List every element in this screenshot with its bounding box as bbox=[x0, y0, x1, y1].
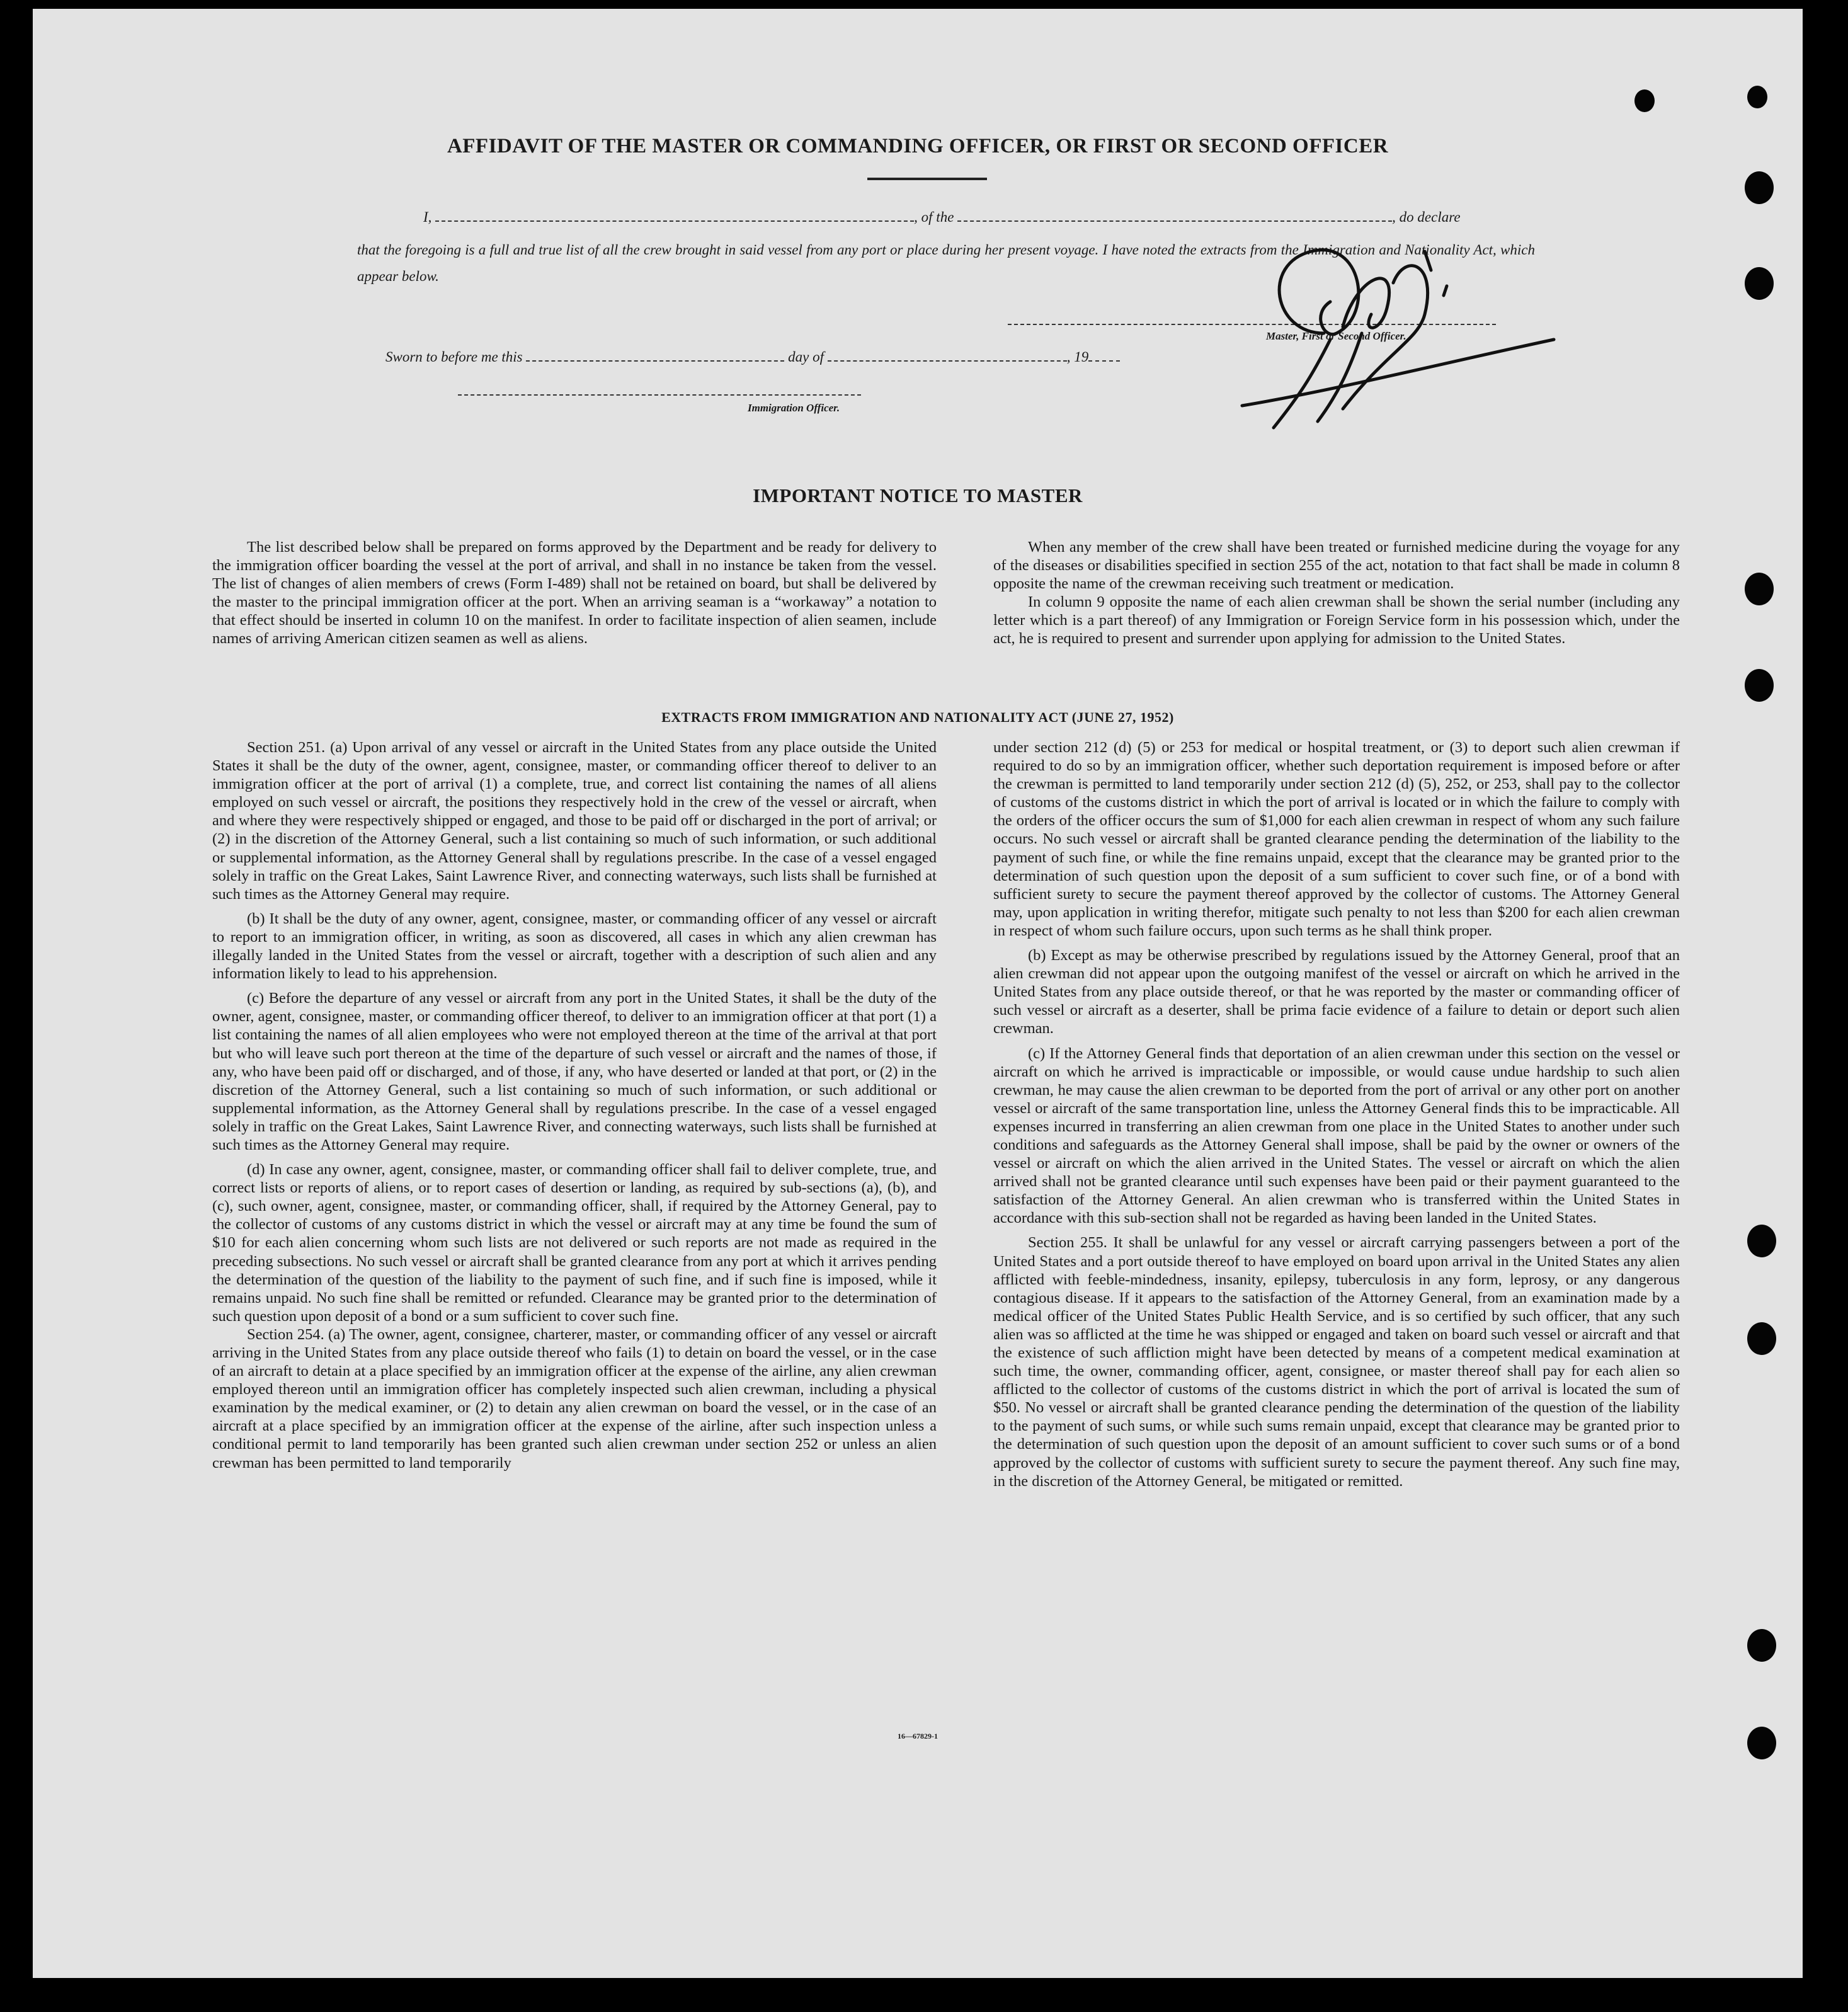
binder-hole bbox=[1747, 1629, 1776, 1662]
section-254a: Section 254. (a) The owner, agent, consignee, charterer, master, or commanding officer of any vessel or aircraft arriving in the United States from any place outside thereof who fails (1) to detain on board the vessel, or in the case of an aircraft to detain at a place specified by an immigration officer at the expense of the airline, any alien crewman employed thereon until an immigration officer has completely inspected such alien crewman, including a physical examination by the medical examiner, or (2) to detain any alien crewman on board the vessel, or in the case of an aircraft at a place specified by an immigration officer at the expense of the airline, after such inspection unless a conditional permit to land temporarily has been granted such alien crewman under section 252 or unless an alien crewman has been permitted to land temporarily bbox=[212, 1325, 937, 1472]
binder-hole bbox=[1634, 89, 1655, 112]
section-251c: (c) Before the departure of any vessel or aircraft from any port in the United States, it shall be the duty of the owner, agent, consignee, master, or commanding officer thereof, to deliver to an immigration officer at that port (1) a list containing the names of all alien employees who were not employed thereon at the time of the arrival at that port but who will leave such port thereon at the time of the departure of such vessel or aircraft and the names of those, if any, who have been paid off or discharged, and of those, if any, who have deserted or landed at that port, or (2) in the discretion of the Attorney General, such a list containing so much of such information, or such additional or supplemental information, as the Attorney General shall by regulations prescribe. In the case of a vessel engaged solely in traffic on the Great Lakes, Saint Lawrence River, and connecting waterways, such lists shall be furnished at such times as the Attorney General may require. bbox=[212, 990, 937, 1153]
sworn-year-field[interactable] bbox=[1088, 352, 1120, 362]
vessel-name-field[interactable] bbox=[957, 212, 1392, 222]
declarant-name-field[interactable] bbox=[435, 212, 914, 222]
extracts-title: EXTRACTS FROM IMMIGRATION AND NATIONALITY ACT (JUNE 27, 1952) bbox=[661, 709, 1174, 725]
section-255: Section 255. It shall be unlawful for any vessel or aircraft carrying passengers between a port of the United States and a port outside thereof to have employed on board upon arrival in the United States any alien afflicted with feeble-mindedness, insanity, epilepsy, tuberculosis in any form, leprosy, or any dangerous contagious disease. If it appears to the satisfaction of the Attorney General, from an examination made by a medical officer of the United States Public Health Service, and is so certified by such officer, that any such alien was so afflicted at the time he was shipped or engaged and taken on board such vessel or aircraft and that the existence of such affliction might have been detected by means of a competent medical examination at such time, the owner, commanding officer, agent, consignee, or master thereof shall pay for each alien so afflicted to the collector of customs of the customs district in which the port of arrival is located the sum of $50. No vessel or aircraft shall be granted clearance pending the determination of the question of the liability to the payment of such sums, or while such sums remain unpaid, except that clearance may be granted prior to the determination of such question upon the deposit of an amount sufficient to cover such sums or of a bond approved by the collector of customs with sufficient surety to secure the payment thereof. Any such fine may, in the discretion of the Attorney General, be mitigated or remitted. bbox=[993, 1234, 1680, 1490]
section-251a: Section 251. (a) Upon arrival of any vessel or aircraft in the United States from any place outside the United States it shall be the duty of the owner, agent, consignee, master, or commanding officer thereof to deliver to an immigration officer at the port of arrival (1) a complete, true, and correct list containing the names of all aliens employed on such vessel or aircraft, the positions they respectively hold in the crew of the vessel or aircraft, when and where they were respectively shipped or engaged, and those to be paid off or discharged in the port of arrival; or (2) in the discretion of the Attorney General, such a list containing so much of such information, or such additional or supplemental information, as the Attorney General shall by regulations prescribe. In the case of a vessel engaged solely in traffic on the Great Lakes, Saint Lawrence River, and connecting waterways, such lists shall be furnished at such times as the Attorney General may require. bbox=[212, 739, 937, 903]
section-251d: (d) In case any owner, agent, consignee, master, or commanding officer shall fail to deliver complete, true, and correct lists or reports of aliens, or to report cases of desertion or landing, as required by sub-sections (a), (b), and (c), such owner, agent, consignee, master, or commanding officer, shall, if required by the Attorney General, pay to the collector of customs of any customs district in which the vessel or aircraft may at any time be found the sum of $10 for each alien concerning whom such lists are not delivered or such reports are not made as required in the preceding subsections. No such vessel or aircraft shall be granted clearance from any port at which it arrives pending the determination of the question of the liability to the payment of such fine, and if such fine is imposed, while it remains unpaid. No such fine shall be remitted or refunded. Clearance may be granted prior to the determination of such question upon deposit of a bond or a sum sufficient to cover such fine. bbox=[212, 1161, 937, 1325]
affidavit-title: AFFIDAVIT OF THE MASTER OR COMMANDING OFFICER, OR FIRST OR SECOND OFFICER bbox=[447, 135, 1389, 157]
binder-hole bbox=[1747, 86, 1767, 108]
document-page bbox=[33, 9, 1803, 1978]
sworn-label: Sworn to before me this bbox=[385, 349, 523, 365]
do-declare-label: , do declare bbox=[1392, 209, 1461, 225]
notice-left-column bbox=[212, 538, 937, 648]
day-of-label: day of bbox=[788, 349, 824, 365]
immigration-officer-signature-line[interactable] bbox=[458, 394, 861, 396]
section-254a-continued: under section 212 (d) (5) or 253 for medical or hospital treatment, or (3) to deport such alien crewman if required to do so by an immigration officer, whether such deportation requirement is imposed before or after the crewman is permitted to land temporarily under section 212 (d) (5), 252, or 253, shall pay to the collector of customs of the customs district in which the port of arrival is located or in which the failure to comply with the orders of the officer occurs the sum of $1,000 for each alien crewman in respect of whom any such failure occurs. No such vessel or aircraft shall be granted clearance pending the determination of the liability to the payment of such fine, or while the fine remains unpaid, except that the clearance may be granted prior to the determination of such question upon the deposit of a sum sufficient to cover such fine, or of a bond with sufficient surety to secure the payment thereof approved by the collector of customs. The Attorney General may, upon application in writing therefor, mitigate such penalty to not less than $200 for each alien crewman in respect of whom such failure occurs, upon such terms as he shall think proper. bbox=[993, 739, 1680, 939]
sworn-line bbox=[385, 349, 1120, 365]
binder-hole bbox=[1747, 1322, 1776, 1355]
binder-hole bbox=[1745, 573, 1774, 605]
signer-caption: Master, First or Second Officer. bbox=[1266, 330, 1406, 342]
binder-hole bbox=[1745, 267, 1774, 300]
extracts-right-column bbox=[993, 738, 1680, 1490]
affidavit-declaration-line bbox=[423, 209, 1461, 226]
notice-title: IMPORTANT NOTICE TO MASTER bbox=[753, 484, 1083, 506]
extracts-left-column bbox=[212, 738, 937, 1472]
year-label: , 19 bbox=[1066, 349, 1089, 365]
notice-right-column bbox=[993, 538, 1680, 648]
form-code: 16—67829-1 bbox=[898, 1732, 938, 1740]
officer-caption: Immigration Officer. bbox=[748, 402, 840, 414]
binder-hole bbox=[1745, 669, 1774, 702]
sworn-month-field[interactable] bbox=[828, 352, 1067, 362]
declarant-prefix: I, bbox=[423, 209, 432, 225]
section-254c: (c) If the Attorney General finds that deportation of an alien crewman under this section on the vessel or aircraft on which he arrived is impracticable or impossible, or would cause undue hardship to such alien crewman, he may cause the alien crewman to be deported from the port of arrival or any other port on another vessel or aircraft of the same transportation line, unless the Attorney General finds this to be impracticable. All expenses incurred in transferring an alien crewman from one place in the United States to another under such conditions and safeguards as the Attorney General shall impose, shall be paid by the owner or owners of the vessel or aircraft on which the alien arrived in the United States. The vessel or aircraft on which the alien arrived shall not be granted clearance until such expenses have been paid or their payment guaranteed to the satisfaction of the Attorney General. An alien crewman who is transferred within the United States in accordance with this sub-section shall not be regarded as having been landed in the United States. bbox=[993, 1044, 1680, 1227]
section-254b: (b) Except as may be otherwise prescribed by regulations issued by the Attorney General, proof that an alien crewman did not appear upon the outgoing manifest of the vessel or aircraft on which he arrived in the United States from any place outside thereof, or that he was reported by the master or commanding officer of such vessel or aircraft as a deserter, shall be prima facie evidence of a failure to detain or deport such alien crewman. bbox=[993, 947, 1680, 1037]
affidavit-statement: that the foregoing is a full and true list of all the crew brought in said vessel from any port or place during her present voyage. I have noted the extracts from the Immigration and Nationality Act, which appear below. bbox=[357, 242, 1535, 284]
binder-hole bbox=[1747, 1225, 1776, 1257]
section-251b: (b) It shall be the duty of any owner, agent, consignee, master, or commanding officer of any vessel or aircraft to report to an immigration officer, in writing, as soon as discovered, all cases in which any alien crewman has illegally landed in the United States from the vessel or aircraft, together with a description of such alien and any information likely to lead to his apprehension. bbox=[212, 910, 937, 983]
title-underline bbox=[867, 178, 987, 180]
notice-paragraph: The list described below shall be prepared on forms approved by the Department and be ready for delivery to the immigration officer boarding the vessel at the port of arrival, and shall in no instance be taken from the vessel. The list of changes of alien members of crews (Form I-489) shall not be retained on board, but shall be delivered by the master to the principal immigration officer at the port. When an arriving seaman is a “workaway” a notation to that effect should be inserted in column 10 on the manifest. In order to facilitate inspection of alien seamen, include names of arriving American citizen seamen as well as aliens. bbox=[212, 539, 937, 648]
binder-hole bbox=[1745, 171, 1774, 204]
sworn-day-field[interactable] bbox=[526, 352, 784, 362]
of-the-label: , of the bbox=[914, 209, 954, 225]
notice-paragraph: When any member of the crew shall have been treated or furnished medicine during the voyage for any of the diseases or disabilities specified in section 255 of the act, notation to that fact shall be made in column 8 opposite the name of the crewman receiving such treatment or medication. bbox=[993, 539, 1680, 593]
notice-paragraph: In column 9 opposite the name of each alien crewman shall be shown the serial number (including any letter which is a part thereof) of any Immigration or Foreign Service form in his possession which, under the act, he is required to present and surrender upon applying for admission to the United States. bbox=[993, 593, 1680, 648]
handwritten-signature bbox=[1236, 239, 1563, 440]
